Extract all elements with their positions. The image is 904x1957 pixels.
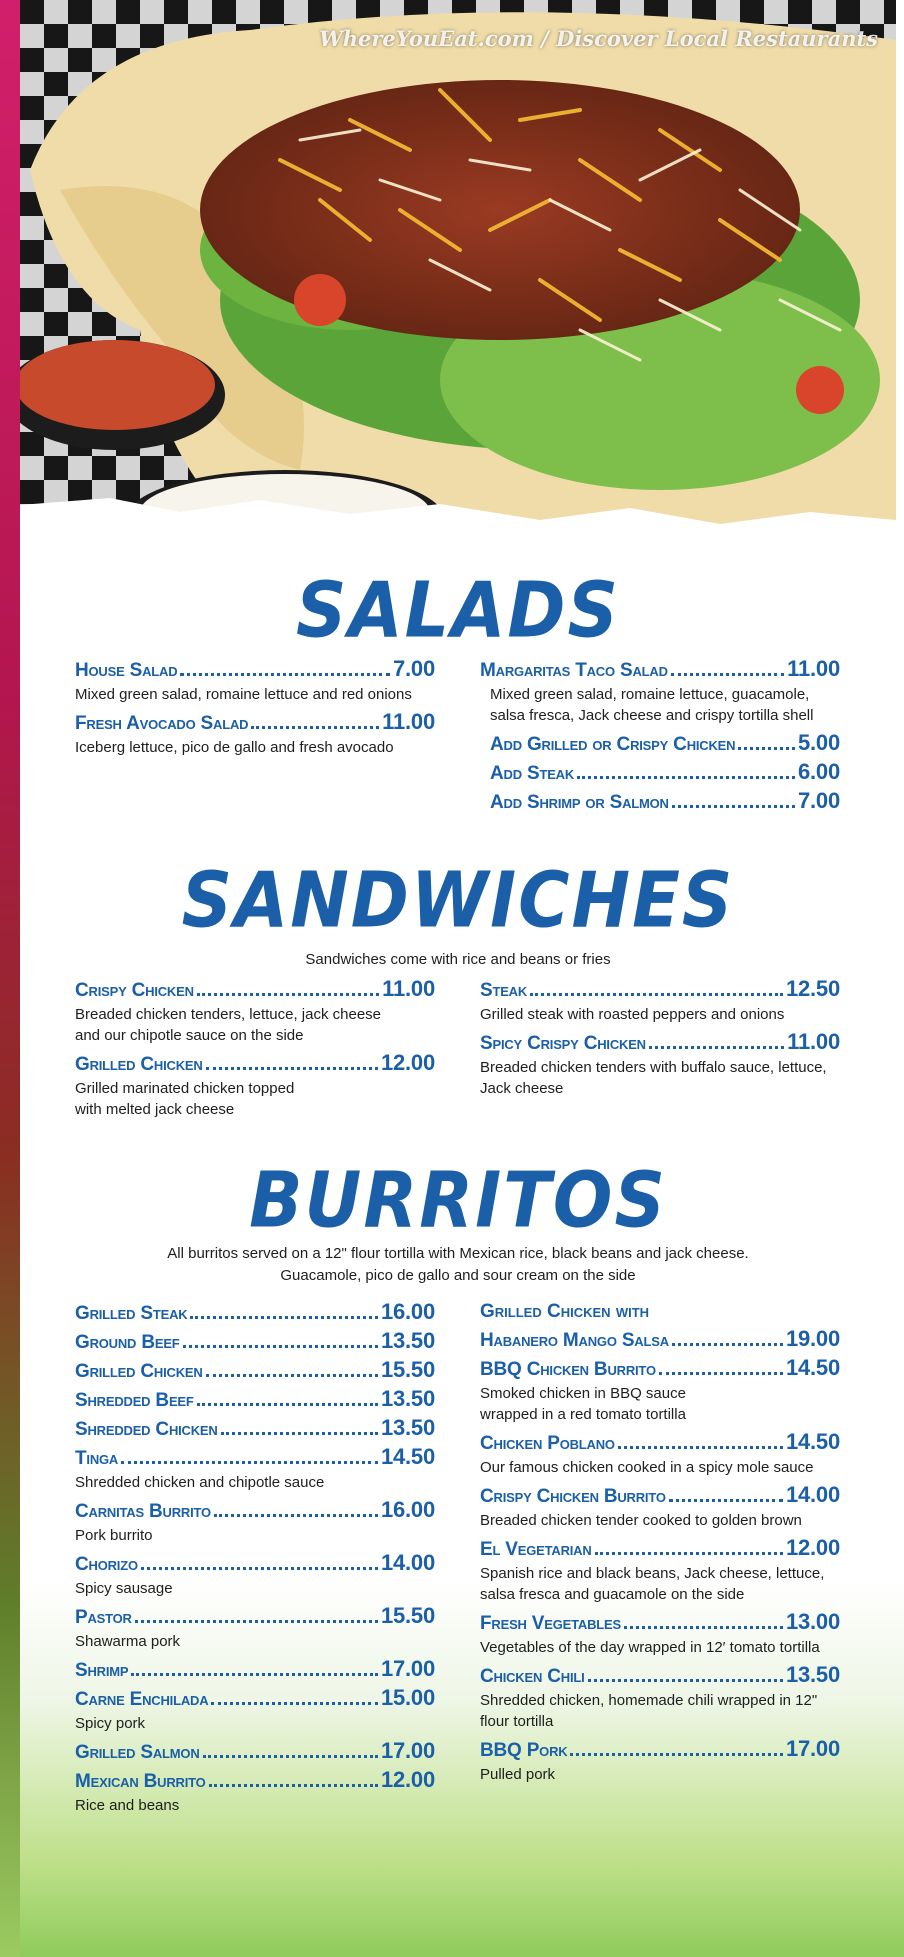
menu-item: [480, 975, 840, 1025]
leader-dots: [190, 1316, 377, 1319]
item-price: 14.50: [785, 1429, 840, 1454]
taco-salad-photo: [20, 0, 896, 560]
item-name: BBQ Pork: [480, 1740, 568, 1761]
item-description: Shredded chicken, homemade chili wrapped in 12" flour tortilla: [480, 1692, 818, 1730]
burritos-right-column: [480, 1298, 840, 1788]
menu-item: [75, 1684, 435, 1734]
item-price: 12.00: [380, 1767, 435, 1792]
item-name: Chorizo: [75, 1554, 138, 1575]
leader-dots: [180, 673, 390, 676]
menu-item: [75, 708, 435, 758]
item-price: 11.00: [787, 1029, 840, 1054]
menu-item: [480, 1534, 840, 1605]
item-name: Habanero Mango Salsa: [480, 1330, 669, 1351]
menu-item: [480, 1028, 840, 1099]
item-price: 17.00: [380, 1738, 435, 1763]
item-name: Add Steak: [490, 763, 575, 784]
item-name: Spicy Crispy Chicken: [480, 1033, 646, 1054]
menu-item: [75, 1737, 435, 1766]
item-description: Breaded chicken tenders with buffalo sauce, lettuce, Jack cheese: [480, 1059, 827, 1097]
menu-item: [75, 1602, 435, 1652]
salads-title: SALADS: [296, 564, 620, 656]
menu-item: [75, 1414, 435, 1443]
item-price: 5.00: [797, 730, 840, 755]
item-description: Pulled pork: [480, 1766, 556, 1783]
item-description: Mixed green salad, romaine lettuce and red onions: [75, 686, 412, 703]
menu-item: [75, 975, 435, 1046]
burritos-note-line1: All burritos served on a 12" flour tortilla with Mexican rice, black beans and jack cheese.: [167, 1245, 749, 1262]
menu-item: [75, 1496, 435, 1546]
item-name: Margaritas Taco Salad: [480, 660, 668, 681]
item-description: Pork burrito: [75, 1527, 153, 1544]
item-price: 19.00: [785, 1326, 840, 1351]
burritos-left-column: [75, 1298, 435, 1819]
leader-dots: [211, 1702, 378, 1705]
leader-dots: [209, 1784, 378, 1787]
leader-dots: [221, 1432, 378, 1435]
item-name: Shredded Chicken: [75, 1419, 218, 1440]
leader-dots: [649, 1046, 784, 1049]
menu-item: [480, 1735, 840, 1785]
item-description: Iceberg lettuce, pico de gallo and fresh avocado: [75, 739, 394, 756]
item-name: Chicken Chili: [480, 1666, 585, 1687]
menu-item: [75, 1549, 435, 1599]
leader-dots: [251, 726, 379, 729]
item-price: 14.50: [380, 1444, 435, 1469]
item-description: Breaded chicken tender cooked to golden brown: [480, 1512, 802, 1529]
item-price: 6.00: [797, 759, 840, 784]
item-price: 17.00: [380, 1656, 435, 1681]
item-name: Shrimp: [75, 1660, 129, 1681]
item-name: Chicken Poblano: [480, 1433, 615, 1454]
menu-item: [480, 1661, 840, 1732]
item-price: 13.00: [785, 1609, 840, 1634]
item-description: Vegetables of the day wrapped in 12′ tomato tortilla: [480, 1639, 820, 1656]
item-price: 15.00: [380, 1685, 435, 1710]
menu-item: [480, 1354, 840, 1425]
item-name: Fresh Vegetables: [480, 1613, 621, 1634]
sandwiches-note: Sandwiches come with rice and beans or fries: [305, 951, 611, 968]
item-description: Spicy sausage: [75, 1580, 173, 1597]
leader-dots: [659, 1372, 783, 1375]
menu-item: [480, 1325, 840, 1354]
menu-item: [75, 655, 435, 705]
item-description: Breaded chicken tenders, lettuce, jack cheese and our chipotle sauce on the side: [75, 1006, 382, 1044]
item-name: Tinga: [75, 1448, 119, 1469]
item-description: Shredded chicken and chipotle sauce: [75, 1474, 325, 1491]
item-name: Pastor: [75, 1607, 132, 1628]
item-name: Grilled Chicken: [75, 1361, 203, 1382]
item-description: Shawarma pork: [75, 1633, 181, 1650]
menu-item: [75, 1049, 435, 1120]
item-name: Grilled Steak: [75, 1303, 188, 1324]
item-name: Carnitas Burrito: [75, 1501, 211, 1522]
leader-dots: [669, 1499, 783, 1502]
item-price: 13.50: [380, 1415, 435, 1440]
salads-left-column: [75, 655, 435, 761]
item-name: BBQ Chicken Burrito: [480, 1359, 656, 1380]
item-description: Rice and beans: [75, 1797, 180, 1814]
leader-dots: [672, 805, 795, 808]
leader-dots: [214, 1514, 378, 1517]
leader-dots: [135, 1620, 378, 1623]
leader-dots: [588, 1679, 783, 1682]
burritos-title: BURRITOS: [249, 1154, 667, 1246]
item-price: 7.00: [392, 656, 435, 681]
menu-item: [480, 787, 840, 816]
leader-dots: [595, 1552, 783, 1555]
item-name: Mexican Burrito: [75, 1771, 206, 1792]
leader-dots: [624, 1626, 783, 1629]
item-price: 11.00: [382, 976, 435, 1001]
sandwiches-left-column: [75, 975, 435, 1123]
taco-salad-illustration: [20, 0, 896, 560]
item-price: 13.50: [380, 1386, 435, 1411]
item-name-heading: Grilled Chicken with: [480, 1301, 650, 1322]
item-price: 14.00: [380, 1550, 435, 1575]
watermark: WhereYouEat.com / Discover Local Restaurants: [319, 26, 878, 51]
menu-item: [75, 1356, 435, 1385]
item-price: 12.00: [380, 1050, 435, 1075]
item-name: Add Shrimp or Salmon: [490, 792, 669, 813]
item-description: Grilled steak with roasted peppers and onions: [480, 1006, 785, 1023]
item-description: Grilled marinated chicken topped with melted jack cheese: [75, 1080, 295, 1118]
sandwiches-title: SANDWICHES: [181, 854, 735, 946]
salads-right-column: [480, 655, 840, 816]
item-name: Grilled Chicken: [75, 1054, 203, 1075]
leader-dots: [203, 1755, 378, 1758]
item-price: 16.00: [380, 1497, 435, 1522]
item-price: 15.50: [380, 1603, 435, 1628]
item-description: Spicy pork: [75, 1715, 146, 1732]
menu-item: [75, 1655, 435, 1684]
menu-item: [480, 758, 840, 787]
item-price: 12.00: [785, 1535, 840, 1560]
menu-item: [480, 1608, 840, 1658]
sandwiches-right-column: [480, 975, 840, 1102]
item-name: Ground Beef: [75, 1332, 180, 1353]
item-price: 14.00: [785, 1482, 840, 1507]
menu-item: [480, 1428, 840, 1478]
item-price: 12.50: [785, 976, 840, 1001]
leader-dots: [672, 1343, 783, 1346]
menu-item: [480, 1481, 840, 1531]
leader-dots: [530, 993, 783, 996]
menu-item: [75, 1298, 435, 1327]
item-description: Smoked chicken in BBQ sauce wrapped in a red tomato tortilla: [480, 1385, 686, 1423]
item-name: Crispy Chicken: [75, 980, 194, 1001]
leader-dots: [197, 1403, 378, 1406]
item-price: 13.50: [785, 1662, 840, 1687]
item-description: Our famous chicken cooked in a spicy mole sauce: [480, 1459, 814, 1476]
item-description: Spanish rice and black beans, Jack cheese, lettuce, salsa fresca and guacamole on the side: [480, 1565, 825, 1603]
leader-dots: [141, 1567, 378, 1570]
item-name: Carne Enchilada: [75, 1689, 209, 1710]
menu-item: [75, 1385, 435, 1414]
leader-dots: [183, 1345, 378, 1348]
menu-item: [75, 1443, 435, 1493]
item-price: 13.50: [380, 1328, 435, 1353]
item-price: 7.00: [797, 788, 840, 813]
leader-dots: [197, 993, 379, 996]
leader-dots: [206, 1374, 378, 1377]
leader-dots: [570, 1753, 782, 1756]
item-price: 15.50: [380, 1357, 435, 1382]
leader-dots: [206, 1067, 378, 1070]
item-name: Shredded Beef: [75, 1390, 194, 1411]
menu-item: [480, 729, 840, 758]
item-name: Crispy Chicken Burrito: [480, 1486, 666, 1507]
menu-item: [75, 1327, 435, 1356]
menu-item: [75, 1766, 435, 1816]
item-price: 17.00: [785, 1736, 840, 1761]
item-description: Mixed green salad, romaine lettuce, guacamole, salsa fresca, Jack cheese and crispy tortilla shell: [490, 686, 814, 724]
leader-dots: [618, 1446, 783, 1449]
item-name: Add Grilled or Crispy Chicken: [490, 734, 736, 755]
leader-dots: [738, 747, 795, 750]
item-name: Steak: [480, 980, 528, 1001]
leader-dots: [577, 776, 795, 779]
leader-dots: [121, 1461, 378, 1464]
item-price: 11.00: [382, 709, 435, 734]
leader-dots: [671, 673, 784, 676]
leader-dots: [131, 1673, 378, 1676]
item-name: Grilled Salmon: [75, 1742, 200, 1763]
item-name: Fresh Avocado Salad: [75, 713, 249, 734]
menu-item: [480, 655, 840, 726]
item-price: 16.00: [380, 1299, 435, 1324]
item-price: 11.00: [787, 656, 840, 681]
item-price: 14.50: [785, 1355, 840, 1380]
menu-body: [20, 560, 896, 1957]
item-name: House Salad: [75, 660, 178, 681]
accent-strip: [0, 0, 20, 1957]
burritos-note-line2: Guacamole, pico de gallo and sour cream on the side: [280, 1267, 636, 1284]
item-name: El Vegetarian: [480, 1539, 592, 1560]
